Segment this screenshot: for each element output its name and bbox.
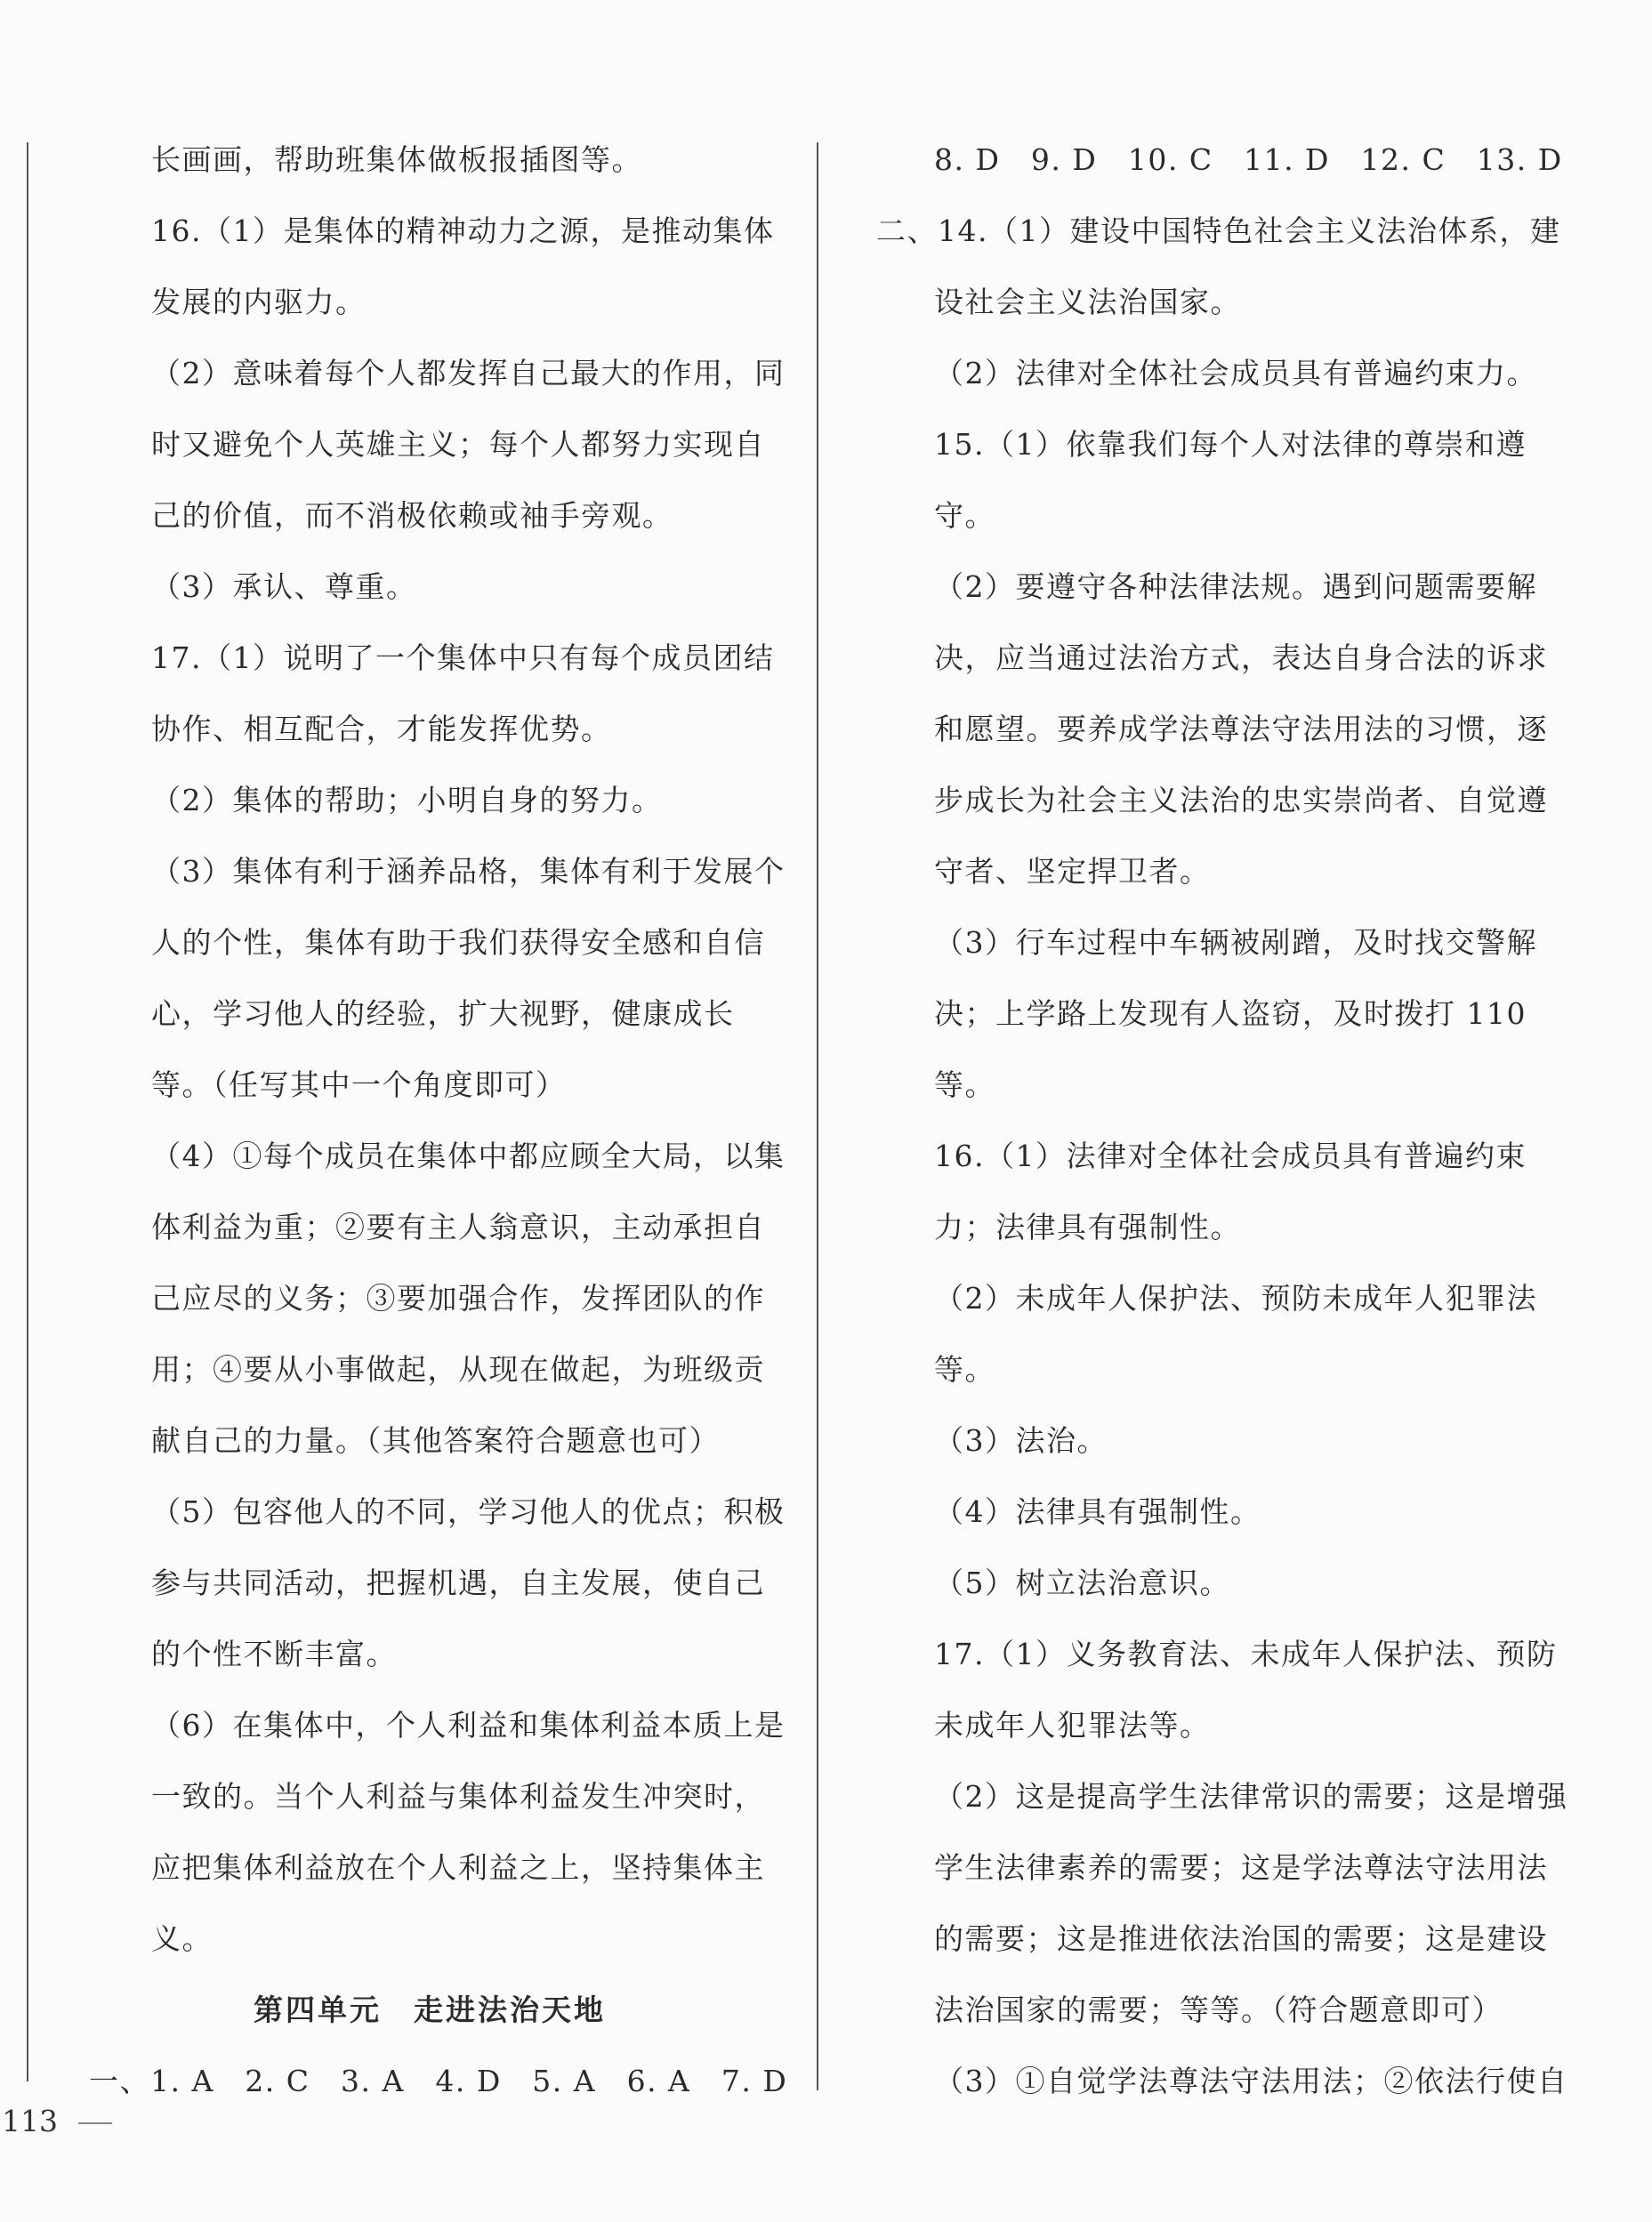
left-line: 发展的内驱力。 (151, 285, 367, 319)
left-line: 人的个性，集体有助于我们获得安全感和自信 (151, 925, 765, 960)
left-line: 一致的。当个人利益与集体利益发生冲突时， (151, 1779, 765, 1814)
right-line: 的需要；这是推进依法治国的需要；这是建设 (934, 1921, 1548, 1956)
right-line: （3）①自觉学法尊法守法用法；②依法行使自 (934, 2064, 1568, 2098)
left-line: （5）包容他人的不同，学习他人的优点；积极 (151, 1494, 786, 1529)
right-line: 步成长为社会主义法治的忠实崇尚者、自觉遵 (934, 783, 1548, 817)
right-line: 学生法律素养的需要；这是学法尊法守法用法 (934, 1850, 1548, 1885)
left-line: 参与共同活动，把握机遇，自主发展，使自己 (151, 1566, 765, 1600)
left-line: 16.（1）是集体的精神动力之源，是推动集体 (151, 213, 775, 248)
right-line: 法治国家的需要；等等。（符合题意即可） (934, 1993, 1503, 2027)
left-line: 己的价值，而不消极依赖或袖手旁观。 (151, 498, 673, 533)
left-line: （3）承认、尊重。 (151, 569, 417, 604)
right-line: （2）要遵守各种法律法规。遇到问题需要解 (934, 569, 1537, 604)
right-line: （2）未成年人保护法、预防未成年人犯罪法 (934, 1281, 1537, 1316)
right-line: 等。 (934, 1067, 995, 1102)
right-line: 15.（1）依靠我们每个人对法律的尊崇和遵 (934, 427, 1527, 462)
right-line: 等。 (934, 1352, 995, 1387)
left-line: 义。 (151, 1921, 213, 1956)
left-line: 心，学习他人的经验，扩大视野，健康成长 (151, 996, 735, 1031)
left-line: 体利益为重；②要有主人翁意识，主动承担自 (151, 1210, 765, 1244)
page-number-dash (78, 2122, 112, 2124)
right-line: 二、14.（1）建设中国特色社会主义法治体系，建 (876, 213, 1561, 248)
right-line: （4）法律具有强制性。 (934, 1494, 1261, 1529)
right-line: 16.（1）法律对全体社会成员具有普遍约束 (934, 1139, 1527, 1173)
right-line: 守。 (934, 498, 995, 533)
right-line: 决；上学路上发现有人盗窃，及时拨打 110 (934, 996, 1527, 1031)
choice-answers-left: 一、1. A 2. C 3. A 4. D 5. A 6. A 7. D (89, 2064, 788, 2098)
right-line: （2）这是提高学生法律常识的需要；这是增强 (934, 1779, 1568, 1814)
left-line: （4）①每个成员在集体中都应顾全大局，以集 (151, 1139, 786, 1173)
left-line: 用；④要从小事做起，从现在做起，为班级贡 (151, 1352, 765, 1387)
left-line: （3）集体有利于涵养品格，集体有利于发展个 (151, 854, 786, 889)
left-line: 应把集体利益放在个人利益之上，坚持集体主 (151, 1850, 765, 1885)
right-line: 未成年人犯罪法等。 (934, 1708, 1211, 1743)
choice-answers-right: 8. D 9. D 10. C 11. D 12. C 13. D (934, 142, 1563, 177)
right-line: 决，应当通过法治方式，表达自身合法的诉求 (934, 640, 1548, 675)
right-line: （3）行车过程中车辆被剐蹭，及时找交警解 (934, 925, 1537, 960)
page-number: 113 (2, 2104, 58, 2138)
left-line: （2）意味着每个人都发挥自己最大的作用，同 (151, 356, 786, 390)
left-line: 等。（任写其中一个角度即可） (151, 1067, 567, 1102)
right-line: （2）法律对全体社会成员具有普遍约束力。 (934, 356, 1537, 390)
left-margin-rule (27, 142, 28, 2081)
right-line: 力；法律具有强制性。 (934, 1210, 1241, 1244)
right-line: 17.（1）义务教育法、未成年人保护法、预防 (934, 1637, 1558, 1671)
left-line: 己应尽的义务；③要加强合作，发挥团队的作 (151, 1281, 765, 1316)
left-line: 协作、相互配合，才能发挥优势。 (151, 712, 612, 746)
column-divider (817, 142, 818, 2090)
right-line: （5）树立法治意识。 (934, 1566, 1230, 1600)
left-line: （6）在集体中，个人利益和集体利益本质上是 (151, 1708, 786, 1743)
left-line: 献自己的力量。（其他答案符合题意也可） (151, 1423, 720, 1458)
left-line: 的个性不断丰富。 (151, 1637, 397, 1671)
right-line: （3）法治。 (934, 1423, 1108, 1458)
left-line: 17.（1）说明了一个集体中只有每个成员团结 (151, 640, 775, 675)
left-line: （2）集体的帮助；小明自身的努力。 (151, 783, 663, 817)
right-line: 和愿望。要养成学法尊法守法用法的习惯，逐 (934, 712, 1548, 746)
right-line: 设社会主义法治国家。 (934, 285, 1241, 319)
left-line: 长画画，帮助班集体做板报插图等。 (151, 142, 642, 177)
right-line: 守者、坚定捍卫者。 (934, 854, 1211, 889)
unit-title: 第四单元 走进法治天地 (254, 1993, 606, 2027)
left-line: 时又避免个人英雄主义；每个人都努力实现自 (151, 427, 765, 462)
